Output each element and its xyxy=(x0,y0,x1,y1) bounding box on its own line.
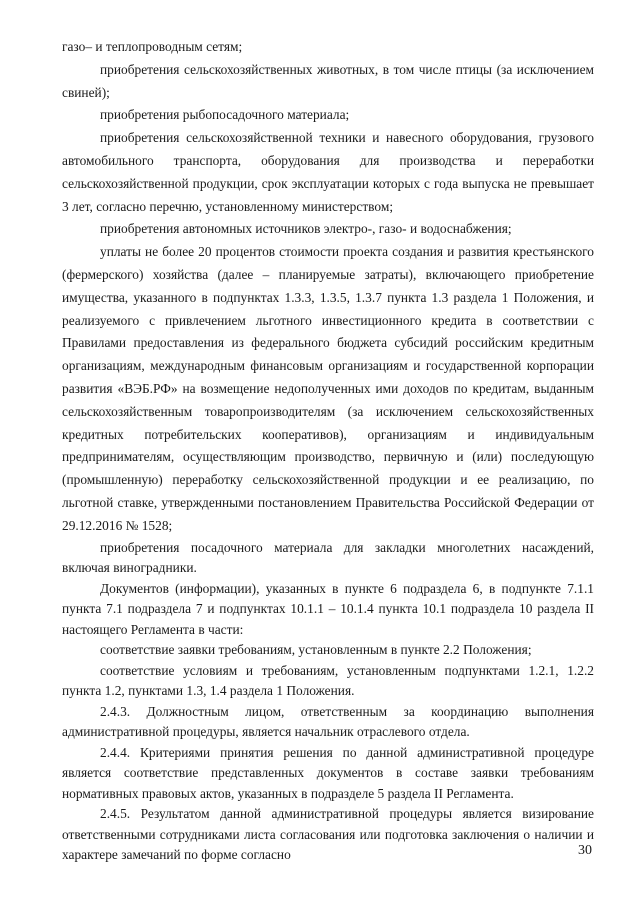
paragraph: приобретения сельскохозяйственной техники и навесного оборудования, грузового автомобильного транспорта, оборудования для производства и переработки сельскохозяйственной продукции, срок эксплуатации которых с года выпуска не превышает 3 лет, согласно перечню, установленному министерством; xyxy=(62,130,594,214)
page-number: 30 xyxy=(578,843,592,858)
paragraph: Документов (информации), указанных в пункте 6 подраздела 6, в подпункте 7.1.1 пункта 7.1 подраздела 7 и подпунктах 10.1.1 – 10.1.4 пункта 10.1 подраздела 10 раздела II настоящего Регламента в части: xyxy=(62,580,594,637)
paragraph: приобретения рыбопосадочного материала; xyxy=(100,107,350,123)
paragraph: уплаты не более 20 процентов стоимости проекта создания и развития крестьянского (фермерского) хозяйства (далее – планируемые затраты), включающего приобретение имущества, указанного в подпунктах 1.3.3, 1.3.5, 1.3.7 пункта 1.3 раздела 1 Положения, и реализуемого с привлечением льготного инвестиционного кредита в соответствии с Правилами предоставления из федерального бюджета субсидий российским кредитным организациям, международным финансовым организациям и государственной корпорации развития «ВЭБ.РФ» на возмещение недополученных ими доходов по кредитам, выданным сельскохозяйственным товаропроизводителям (за исключением сельскохозяйственных кредитных потребительских кооперативов), организациям и индивидуальным предпринимателям, осуществляющим производство, первичную и (или) последующую (промышленную) переработку сельскохозяйственной продукции и ее реализацию, по льготной ставке, утвержденными постановлением Правительства Российской Федерации от 29.12.2016 № 1528; xyxy=(62,244,594,533)
paragraph: приобретения сельскохозяйственных животных, в том числе птицы (за исключением свиней); xyxy=(62,61,594,100)
paragraph: 2.4.3. Должностным лицом, ответственным за координацию выполнения административной процедуры, является начальник отраслевого отдела. xyxy=(62,703,594,740)
paragraph: соответствие условиям и требованиям, установленным подпунктами 1.2.1, 1.2.2 пункта 1.2, пунктами 1.3, 1.4 раздела 1 Положения. xyxy=(62,662,594,699)
paragraph: приобретения посадочного материала для закладки многолетних насаждений, включая виноградники. xyxy=(62,539,594,576)
paragraph: 2.4.5. Результатом данной административной процедуры является визирование ответственными сотрудниками листа согласования или подготовка заключения о наличии и характере замечаний по форме согласно xyxy=(62,806,594,863)
paragraph: приобретения автономных источников электро-, газо- и водоснабжения; xyxy=(100,221,512,237)
document-body xyxy=(62,36,594,866)
paragraph: 2.4.4. Критериями принятия решения по данной административной процедуре является соответствие представленных документов в составе заявки требованиям нормативных правовых актов, указанных в подразделе 5 раздела II Регламента. xyxy=(62,744,594,801)
paragraph: газо– и теплопроводным сетям; xyxy=(62,39,243,54)
paragraph: соответствие заявки требованиям, установленным в пункте 2.2 Положения; xyxy=(100,642,532,658)
